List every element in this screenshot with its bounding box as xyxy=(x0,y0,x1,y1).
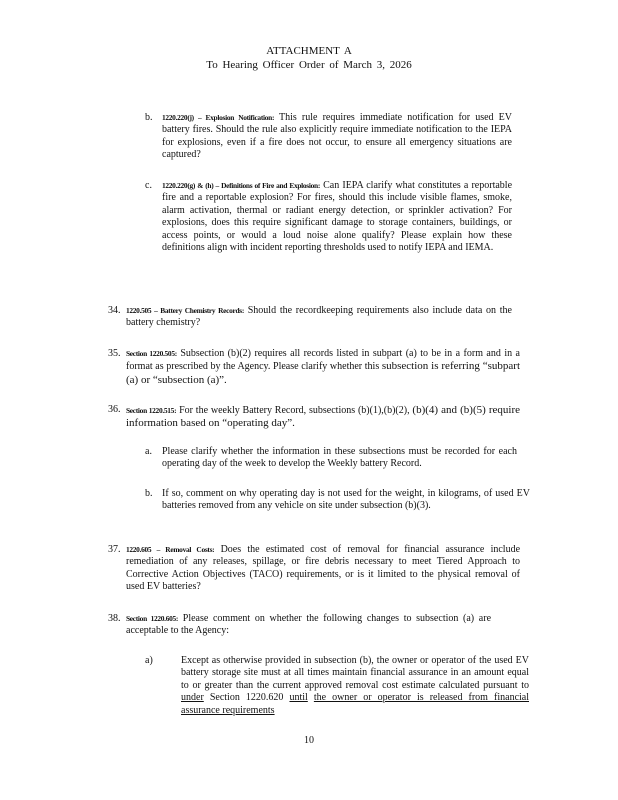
question-36-b-text: If so, comment on why operating day is not used for the weight, in kilograms, of used EV batteries removed from any vehicle on site under subsection (b)(3). xyxy=(162,488,530,512)
item-b xyxy=(162,112,512,162)
question-35-text: Subsection (b)(2) requires all records listed in subpart (a) to be in a form and in a format as prescribed by the Agency. Please clarify whether this xyxy=(126,348,520,373)
question-37-text: Does the estimated cost of removal for financial assurance include remediation of any releases, spillage, or fire debris necessary to meet Tiered Approach to Corrective Action Objectives (TACO) requirements, or is it limited to the physical removal of used EV batteries? xyxy=(126,544,521,593)
item-c-marker: c. xyxy=(145,180,152,191)
item-b-label: 1220.220(j) – Explosion Notification: xyxy=(162,113,275,122)
question-36-b-marker: b. xyxy=(145,488,153,499)
question-38-a-marker: a) xyxy=(145,655,153,666)
item-c-label: 1220.220(g) & (h) – Definitions of Fire and Explosion: xyxy=(162,181,321,190)
question-38-a-text: Except as otherwise provided in subsection (b), the owner or operator of the used EV battery storage site must at all times maintain financial assurance in an amount equal to or greater than the current approved removal cost estimate calculated pursuant to xyxy=(181,655,529,691)
question-38-number: 38. xyxy=(108,613,121,624)
question-36-a-text: Please clarify whether the information in these subsections must be recorded for each operating day of the week to develop the Weekly battery Record. xyxy=(162,446,517,470)
question-34-label: 1220.505 – Battery Chemistry Records: xyxy=(126,306,245,315)
question-34-number: 34. xyxy=(108,305,121,316)
question-37-number: 37. xyxy=(108,544,121,555)
question-36-a-marker: a. xyxy=(145,446,152,457)
attachment-header xyxy=(0,44,618,72)
inserted-clause: the owner or operator is released from financial assurance requirements xyxy=(181,692,529,716)
question-37-label: 1220.605 – Removal Costs: xyxy=(126,545,215,554)
item-c-text: Can IEPA clarify what constitutes a reportable fire and a reportable explosion? For fires, should this include visible flames, smoke, alarm activation, thermal or radiant energy detection, or sprinkler activation? For explosions, does this require significant damage to storage containers, buildings, or access points, or would a loud noise alone qualify? Please explain how these definitions align with incident reporting thresholds used to notify IEPA and IEMA. xyxy=(162,180,513,254)
question-36-label: Section 1220.515: xyxy=(126,406,177,415)
question-37 xyxy=(126,544,520,594)
attachment-title: ATTACHMENT A xyxy=(266,45,352,57)
question-36-text-cont: (b)(4) and (b)(5) require information based on “operating day”. xyxy=(126,404,520,430)
question-38-a xyxy=(181,655,529,717)
question-36 xyxy=(126,404,520,431)
question-34 xyxy=(126,305,512,330)
question-36-text: For the weekly Battery Record, subsections (b)(1),(b)(2), xyxy=(179,405,410,416)
section-reference: Section 1220.620 xyxy=(209,692,284,704)
question-38-text: Please comment on whether the following changes to subsection (a) are acceptable to the Agency: xyxy=(126,613,492,637)
question-35 xyxy=(126,348,520,387)
page-number: 10 xyxy=(304,735,314,746)
question-35-number: 35. xyxy=(108,348,121,359)
question-34-text: Should the recordkeeping requirements also include data on the battery chemistry? xyxy=(126,305,512,329)
item-b-marker: b. xyxy=(145,112,153,123)
item-c xyxy=(162,180,512,254)
question-35-text-cont: subsection is referring “subpart (a) or “subsection (a)”. xyxy=(126,360,521,386)
inserted-word-under: under xyxy=(181,692,204,704)
question-38-label: Section 1220.605: xyxy=(126,614,179,623)
question-36-number: 36. xyxy=(108,404,121,415)
order-reference: To Hearing Officer Order of March 3, 2026 xyxy=(206,59,412,71)
item-b-text: This rule requires immediate notification for used EV battery fires. Should the rule also explicitly require immediate notification to the IEPA for explosions, even if a fire does not occur, to ensure all emergency situations are captured? xyxy=(162,112,512,161)
question-38 xyxy=(126,613,491,638)
inserted-word-until: until xyxy=(289,692,308,704)
question-35-label: Section 1220.505: xyxy=(126,349,177,358)
